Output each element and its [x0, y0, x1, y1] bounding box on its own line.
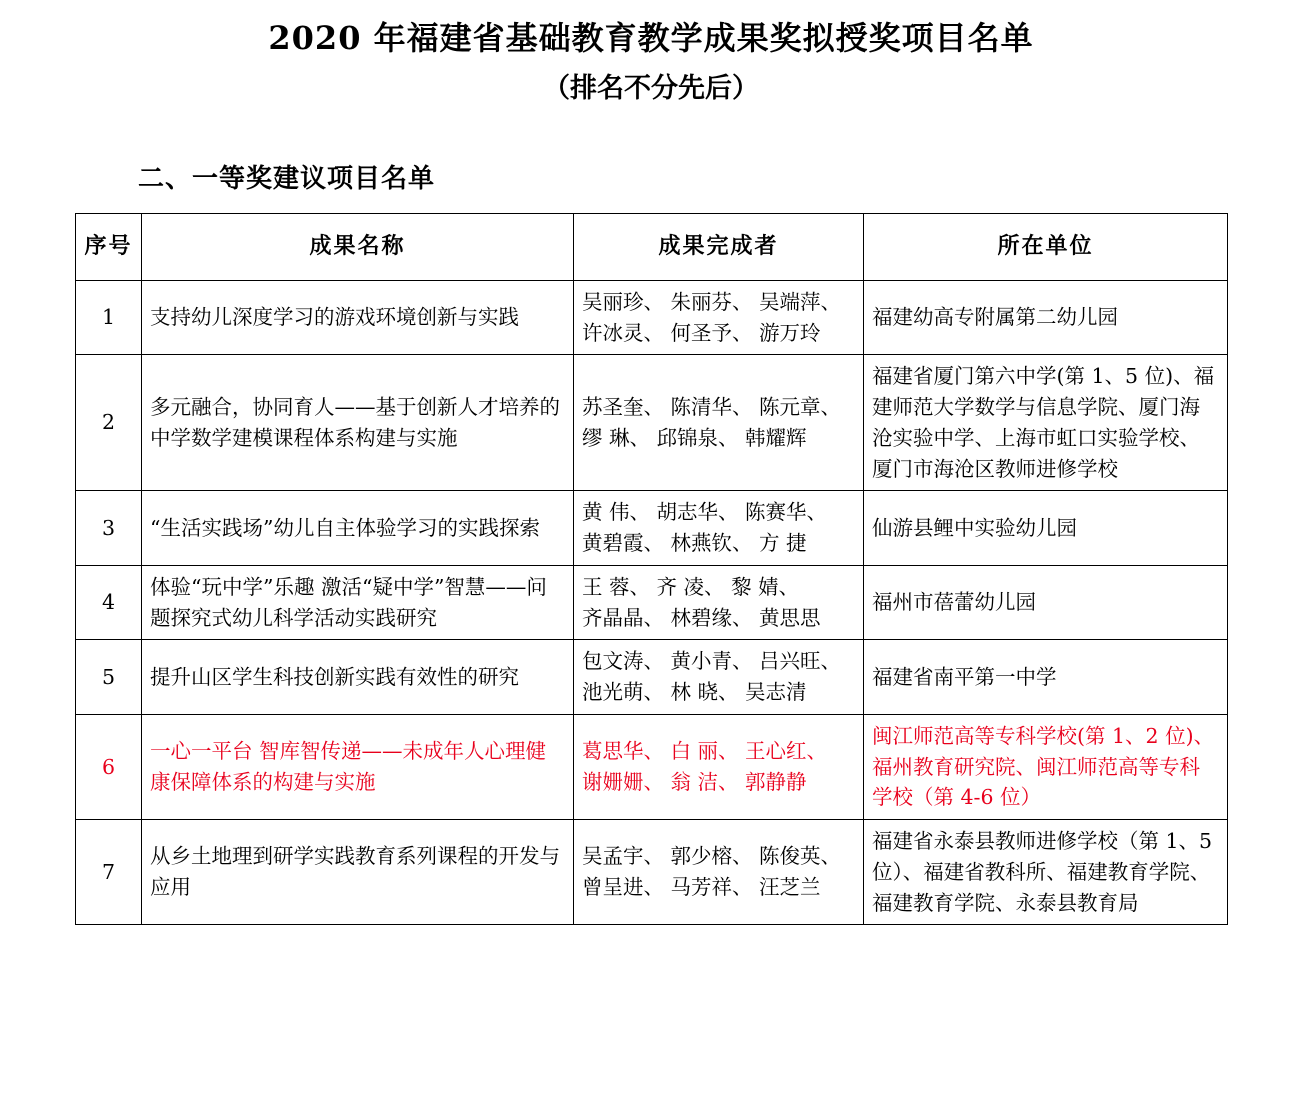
cell-contributors: 王 蓉、 齐 凌、 黎 婧、 齐晶晶、 林碧缘、 黄思思: [574, 565, 864, 640]
cell-sequence: 3: [76, 491, 142, 566]
cell-achievement-name: 支持幼儿深度学习的游戏环境创新与实践: [142, 280, 574, 355]
page-title: 2020 年福建省基础教育教学成果奖拟授奖项目名单: [268, 19, 1034, 57]
cell-unit: 闽江师范高等专科学校(第 1、2 位)、福州教育研究院、闽江师范高等专科学校（第 4-6 位）: [864, 714, 1228, 819]
table-row: [76, 714, 1228, 819]
cell-unit: 福建幼高专附属第二幼儿园: [864, 280, 1228, 355]
column-header-seq: 序号: [76, 213, 142, 280]
table-row: [76, 280, 1228, 355]
cell-sequence: 2: [76, 355, 142, 491]
cell-contributors: 吴孟宇、 郭少榕、 陈俊英、 曾呈进、 马芳祥、 汪芝兰: [574, 820, 864, 925]
cell-sequence: 5: [76, 640, 142, 715]
table-row: [76, 640, 1228, 715]
table-row: [76, 491, 1228, 566]
section-heading: 二、一等奖建议项目名单: [138, 163, 436, 194]
document-page: [0, 18, 1302, 1107]
cell-sequence: 6: [76, 714, 142, 819]
cell-contributors: 吴丽珍、 朱丽芬、 吴端萍、 许冰灵、 何圣予、 游万玲: [574, 280, 864, 355]
table-row: [76, 565, 1228, 640]
cell-achievement-name: 一心一平台 智库智传递——未成年人心理健康保障体系的构建与实施: [142, 714, 574, 819]
cell-achievement-name: 体验“玩中学”乐趣 激活“疑中学”智慧——问题探究式幼儿科学活动实践研究: [142, 565, 574, 640]
cell-achievement-name: 提升山区学生科技创新实践有效性的研究: [142, 640, 574, 715]
page-subtitle: （排名不分先后）: [543, 73, 759, 104]
table-row: [76, 355, 1228, 491]
cell-sequence: 1: [76, 280, 142, 355]
table-body: [76, 280, 1228, 925]
cell-contributors: 黄 伟、 胡志华、 陈赛华、 黄碧霞、 林燕钦、 方 捷: [574, 491, 864, 566]
cell-achievement-name: “生活实践场”幼儿自主体验学习的实践探索: [142, 491, 574, 566]
cell-unit: 福建省南平第一中学: [864, 640, 1228, 715]
cell-unit: 福州市蓓蕾幼儿园: [864, 565, 1228, 640]
column-header-unit: 所在单位: [864, 213, 1228, 280]
column-header-people: 成果完成者: [574, 213, 864, 280]
cell-unit: 福建省厦门第六中学(第 1、5 位)、福建师范大学数学与信息学院、厦门海沧实验中学、上海市虹口实验学校、厦门市海沧区教师进修学校: [864, 355, 1228, 491]
table-header-row: [76, 213, 1228, 280]
cell-sequence: 7: [76, 820, 142, 925]
cell-achievement-name: 多元融合，协同育人——基于创新人才培养的中学数学建模课程体系构建与实施: [142, 355, 574, 491]
column-header-name: 成果名称: [142, 213, 574, 280]
award-list-table: [75, 213, 1228, 926]
cell-achievement-name: 从乡土地理到研学实践教育系列课程的开发与应用: [142, 820, 574, 925]
cell-contributors: 葛思华、 白 丽、 王心红、 谢姗姗、 翁 洁、 郭静静: [574, 714, 864, 819]
cell-contributors: 苏圣奎、 陈清华、 陈元章、 缪 琳、 邱锦泉、 韩耀辉: [574, 355, 864, 491]
cell-sequence: 4: [76, 565, 142, 640]
table-row: [76, 820, 1228, 925]
cell-contributors: 包文涛、 黄小青、 吕兴旺、 池光萌、 林 晓、 吴志清: [574, 640, 864, 715]
cell-unit: 福建省永泰县教师进修学校（第 1、5 位）、福建省教科所、福建教育学院、福建教育学院、永泰县教育局: [864, 820, 1228, 925]
cell-unit: 仙游县鲤中实验幼儿园: [864, 491, 1228, 566]
